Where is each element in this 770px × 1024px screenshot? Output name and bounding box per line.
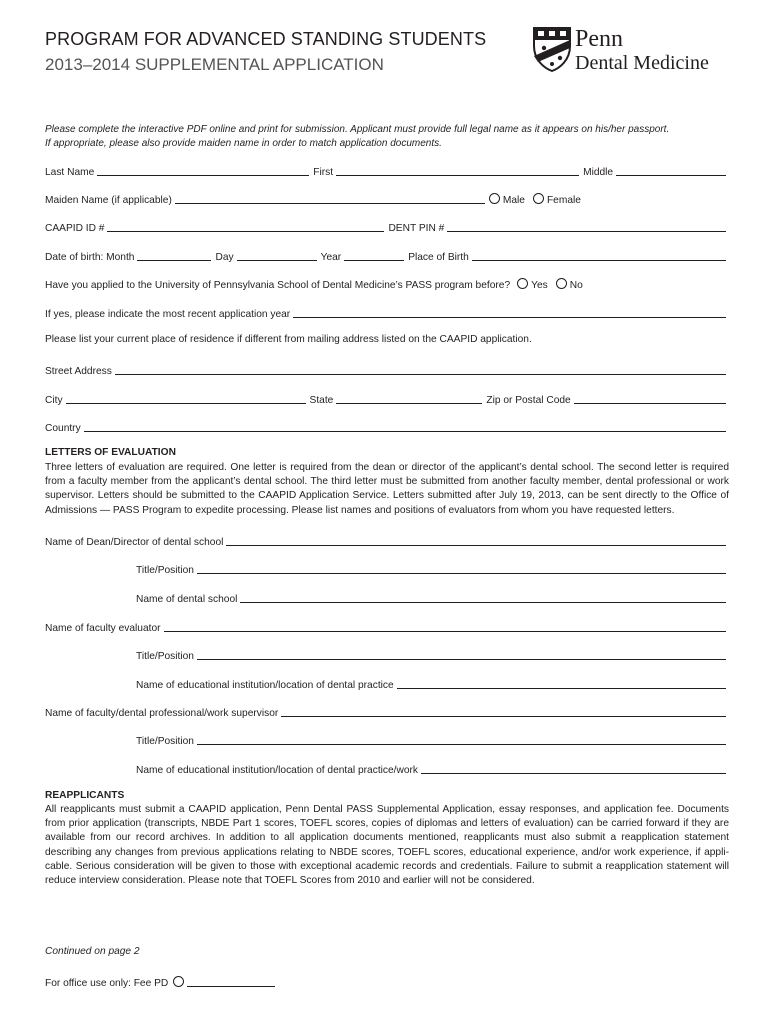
first-name-label: First bbox=[313, 167, 334, 178]
supervisor-title-row bbox=[136, 731, 726, 747]
country-field[interactable] bbox=[84, 420, 726, 432]
dob-month-label: Date of birth: Month bbox=[45, 252, 135, 263]
faculty-institution-row bbox=[136, 675, 726, 691]
form-title: PROGRAM FOR ADVANCED STANDING STUDENTS bbox=[45, 29, 487, 49]
faculty-evaluator-field[interactable] bbox=[164, 620, 726, 632]
residence-note: Please list your current place of residence if different from mailing address listed on the CAAPID application. bbox=[45, 334, 532, 345]
dean-field[interactable] bbox=[226, 534, 726, 546]
last-name-field[interactable] bbox=[97, 164, 309, 176]
supervisor-institution-field[interactable] bbox=[421, 762, 726, 774]
dean-label: Name of Dean/Director of dental school bbox=[45, 537, 224, 548]
supervisor-field[interactable] bbox=[281, 705, 726, 717]
middle-name-label: Middle bbox=[583, 167, 614, 178]
name-row bbox=[45, 162, 726, 178]
dean-row bbox=[45, 532, 726, 548]
intro-instructions bbox=[45, 123, 735, 150]
place-of-birth-field[interactable] bbox=[472, 249, 726, 261]
reapplicants-body: All reapplicants must submit a CAAPID application, Penn Dental PASS Supplemental Application, essay responses, and application fee. Documents from prior application (transcripts, NBDE Part 1 scores, TOEFL scores, copies of diplomas and letters of evaluation) can be carried forward if they are available from our record archives. In addition to all application documents mentioned, reapplicants must also submit a reapplication statement describing any changes from previous applications relating to NBDE scores, TOEFL scores, educational experience, and/or work experience, if appli-cable. Serious consideration will be given to those with exceptional academic records and credentials. Failure to submit a reapplication statement will reduce interview consideration. Please note that TOEFL Scores from 2010 and earlier will not be considered. bbox=[45, 804, 729, 887]
maiden-name-label: Maiden Name (if applicable) bbox=[45, 195, 172, 206]
faculty-title-label: Title/Position bbox=[136, 651, 194, 662]
dent-pin-label: DENT PIN # bbox=[388, 223, 445, 234]
intro-line-2: If appropriate, please also provide maiden name in order to match application documents. bbox=[45, 137, 442, 149]
street-field[interactable] bbox=[115, 363, 726, 375]
dent-pin-field[interactable] bbox=[447, 220, 726, 232]
zip-label: Zip or Postal Code bbox=[486, 395, 571, 406]
dean-title-label: Title/Position bbox=[136, 565, 194, 576]
pass-no-radio[interactable] bbox=[556, 278, 567, 289]
female-label: Female bbox=[546, 195, 581, 206]
pass-no-label: No bbox=[569, 280, 583, 291]
city-row bbox=[45, 390, 726, 406]
faculty-evaluator-label: Name of faculty evaluator bbox=[45, 623, 161, 634]
penn-dental-logo bbox=[528, 24, 728, 80]
last-name-label: Last Name bbox=[45, 167, 95, 178]
dob-month-field[interactable] bbox=[137, 249, 211, 261]
dean-title-field[interactable] bbox=[197, 562, 726, 574]
street-label: Street Address bbox=[45, 366, 112, 377]
faculty-evaluator-row bbox=[45, 618, 726, 634]
place-of-birth-label: Place of Birth bbox=[408, 252, 469, 263]
supervisor-title-field[interactable] bbox=[197, 733, 726, 745]
dental-school-label: Name of dental school bbox=[136, 594, 238, 605]
dob-day-field[interactable] bbox=[237, 249, 317, 261]
caapid-row bbox=[45, 218, 726, 234]
dental-school-field[interactable] bbox=[240, 591, 726, 603]
fee-paid-field[interactable] bbox=[187, 975, 275, 987]
maiden-name-field[interactable] bbox=[175, 192, 485, 204]
state-label: State bbox=[309, 395, 334, 406]
letters-body: Three letters of evaluation are required. One letter is required from the dean or director of the applicant’s dental school. The second letter is required from a faculty member from the applicant’s dental school. The third letter must be submitted from another faculty member, dental professional or work supervisor. Letters should be submitted to the CAAPID Application Service. Letters submitted after July 19, 2013, can be sent directly to the Office of Admissions — PASS Program to expedite processing. Please list names and positions of evaluators from whom you have requested letters. bbox=[45, 462, 729, 516]
first-name-field[interactable] bbox=[336, 164, 579, 176]
pass-yes-radio[interactable] bbox=[517, 278, 528, 289]
pass-question-row bbox=[45, 275, 726, 291]
faculty-title-row bbox=[136, 646, 726, 662]
supervisor-label: Name of faculty/dental professional/work supervisor bbox=[45, 708, 279, 719]
female-radio[interactable] bbox=[533, 193, 544, 204]
male-label: Male bbox=[502, 195, 525, 206]
faculty-institution-label: Name of educational institution/location of dental practice bbox=[136, 680, 394, 691]
pass-question-label: Have you applied to the University of Pennsylvania School of Dental Medicine’s PASS program before? bbox=[45, 280, 511, 291]
logo-dental-medicine-text: Dental Medicine bbox=[575, 52, 709, 74]
reapplicants-heading: REAPPLICANTS bbox=[45, 790, 125, 801]
dean-title-row bbox=[136, 560, 726, 576]
faculty-institution-field[interactable] bbox=[397, 677, 726, 689]
dob-row bbox=[45, 247, 726, 263]
city-label: City bbox=[45, 395, 63, 406]
office-use-label: For office use only: Fee PD bbox=[45, 978, 169, 989]
street-row bbox=[45, 361, 726, 377]
recent-year-row bbox=[45, 304, 726, 320]
office-use-row bbox=[45, 973, 275, 989]
letters-heading: LETTERS OF EVALUATION bbox=[45, 447, 176, 458]
supervisor-row bbox=[45, 703, 726, 719]
dob-day-label: Day bbox=[215, 252, 234, 263]
country-label: Country bbox=[45, 423, 81, 434]
supervisor-institution-label: Name of educational institution/location of dental practice/work bbox=[136, 765, 419, 776]
continued-note: Continued on page 2 bbox=[45, 946, 140, 957]
dental-school-row bbox=[136, 589, 726, 605]
form-subtitle: 2013–2014 SUPPLEMENTAL APPLICATION bbox=[45, 55, 384, 74]
city-field[interactable] bbox=[66, 392, 306, 404]
supervisor-title-label: Title/Position bbox=[136, 736, 194, 747]
state-field[interactable] bbox=[336, 392, 482, 404]
faculty-title-field[interactable] bbox=[197, 648, 726, 660]
penn-shield-icon bbox=[532, 26, 572, 72]
recent-year-field[interactable] bbox=[293, 306, 726, 318]
dob-year-label: Year bbox=[320, 252, 342, 263]
zip-field[interactable] bbox=[574, 392, 726, 404]
dob-year-field[interactable] bbox=[344, 249, 404, 261]
recent-year-label: If yes, please indicate the most recent application year bbox=[45, 309, 291, 320]
pass-yes-label: Yes bbox=[531, 280, 548, 291]
caapid-label: CAAPID ID # bbox=[45, 223, 105, 234]
caapid-field[interactable] bbox=[107, 220, 384, 232]
maiden-name-row bbox=[45, 190, 726, 206]
supervisor-institution-row bbox=[136, 760, 726, 776]
middle-name-field[interactable] bbox=[616, 164, 726, 176]
male-radio[interactable] bbox=[489, 193, 500, 204]
fee-paid-radio[interactable] bbox=[173, 976, 184, 987]
intro-line-1: Please complete the interactive PDF online and print for submission. Applicant must provide full legal name as it appears on his/her passport. bbox=[45, 124, 670, 135]
country-row bbox=[45, 418, 726, 434]
logo-penn-text: Penn bbox=[575, 26, 623, 52]
